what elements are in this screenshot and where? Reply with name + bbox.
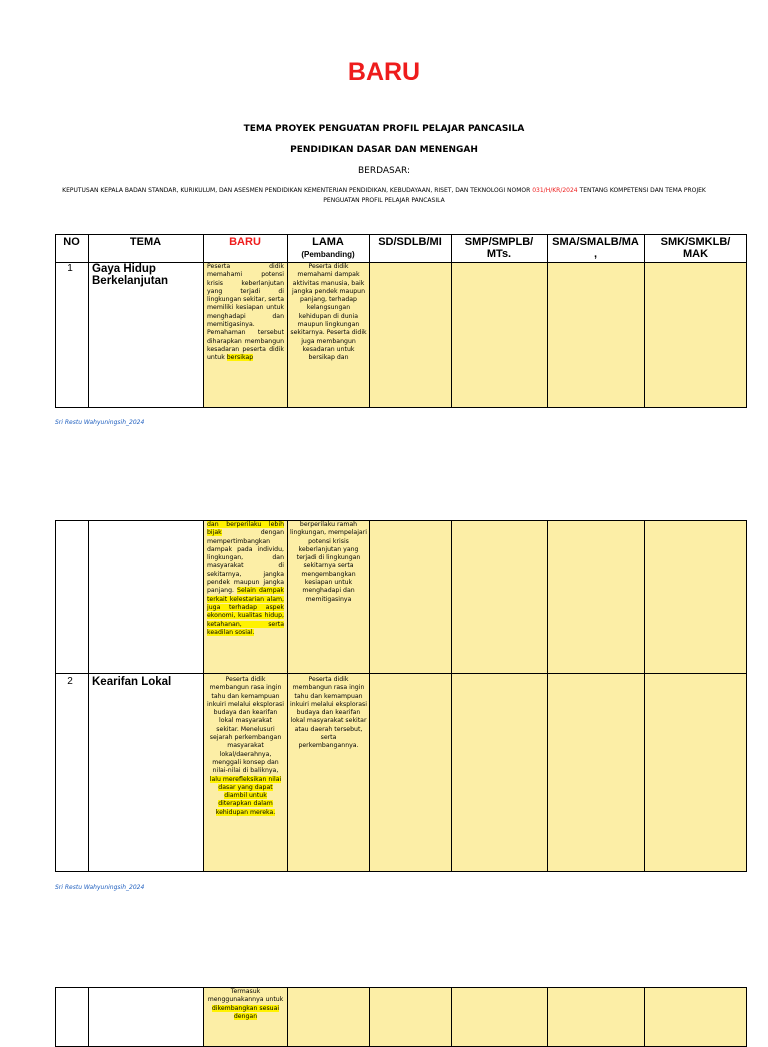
row-2-lama: Peserta didik membangun rasa ingin tahu dan kemampuan inkuiri melalui eksplorasi budaya dan kearifan lokal masyarakat sekitar atau daerah tersebut, serta perkembangannya. (290, 676, 367, 750)
subtitle-project-theme: TEMA PROYEK PENGUATAN PROFIL PELAJAR PANCASILA (243, 124, 525, 134)
based-on-label: BERDASAR: (357, 166, 411, 176)
decree-part1: KEPUTUSAN KEPALA BADAN STANDAR, KURIKULUM, DAN ASESMEN PENDIDIKAN KEMENTERIAN PENDIDIKAN, KEBUDAYAAN, RISET, DAN TEKNOLOGI NOMOR (62, 187, 531, 194)
row-2-baru-cont-text: Termasuk menggunakannya untuk (207, 988, 284, 1004)
row-1-tema: Gaya Hidup Berkelanjutan (92, 263, 169, 287)
header-baru: BARU (229, 236, 261, 248)
row-1-lama: Peserta didik memahami dampak aktivitas manusia, baik jangka pendek maupun panjang, terhadap kelangsungan kehidupan di dunia maupun lingkungan sekitarnya. Peserta didik juga membangun kesadaran untuk bersikap dan (290, 263, 367, 362)
header-smk-line2: MAK (682, 248, 709, 260)
row-1-baru-continued (207, 521, 284, 637)
row-2-baru (207, 676, 284, 817)
subtitle-education-level: PENDIDIKAN DASAR DAN MENENGAH (290, 145, 478, 155)
row-1-baru-cont-text: dengan mempertimbangkan dampak pada individu, lingkungan, dan masyarakat di sekitarnya, jangka pendek maupun jangka panjang. (207, 529, 284, 595)
row-1-baru-cont-highlight2: Selain dampak terkait kelestarian alam, juga terhadap aspek ekonomi, kualitas hidup, ketahanan, serta keadilan sosial. (207, 587, 284, 636)
row-1-number: 1 (67, 263, 73, 274)
header-sma-line2: , (593, 248, 598, 260)
header-smp (451, 236, 547, 260)
header-sma-line1: SMA/SMALB/MA (552, 236, 639, 248)
header-lama-sub: (Pembanding) (301, 250, 355, 259)
row-1-lama-continued: berperilaku ramah lingkungan, mempelajari potensi krisis keberlanjutan yang terjadi di lingkungan sekitarnya serta mengembangkan kesiapan untuk menghadapi dan memitigasinya (290, 521, 367, 603)
row-1-baru-text: Peserta didik memahami potensi krisis keberlanjutan yang terjadi di lingkungan sekitar, serta memiliki kesiapan untuk menghadapi dan memitigasinya. Pemahaman tersebut diharapkan membangun kesadaran peserta didik untuk (207, 263, 284, 362)
decree-text (56, 186, 712, 206)
row-1-baru-highlight: bersikap (226, 354, 254, 362)
header-smp-line1: SMP/SMPLB/ (464, 236, 534, 248)
header-lama (287, 236, 369, 261)
header-smk-line1: SMK/SMKLB/ (660, 236, 731, 248)
header-sma (547, 236, 644, 260)
row-1-baru (207, 263, 284, 363)
row-2-baru-highlight: lalu merefleksikan nilai dasar yang dapat diambil untuk diterapkan dalam kehidupan mereka. (209, 775, 282, 816)
header-tema: TEMA (129, 236, 162, 248)
header-smk (644, 236, 747, 260)
decree-number: 031/H/KR/2024 (532, 187, 578, 194)
row-2-number: 2 (67, 676, 73, 687)
header-smp-line2: MTs. (486, 248, 512, 260)
row-1-baru-cont-highlight1: dan berperilaku lebih bijak (207, 521, 284, 537)
row-2-tema: Kearifan Lokal (92, 676, 172, 688)
decree-part2: TENTANG KOMPETENSI DAN TEMA PROJEK PENGUATAN PROFIL PELAJAR PANCASILA (323, 187, 706, 204)
page-title: BARU (347, 58, 421, 86)
signature-2: Sri Restu Wahyuningsih_2024 (55, 884, 145, 891)
row-2-baru-continued (207, 988, 284, 1021)
header-lama-label: LAMA (312, 236, 344, 248)
row-2-baru-cont-highlight: dikembangkan sesuai dengan (211, 1004, 280, 1020)
header-no: NO (63, 236, 80, 248)
header-sd: SD/SDLB/MI (378, 236, 442, 248)
signature-1: Sri Restu Wahyuningsih_2024 (55, 419, 145, 426)
row-2-baru-text: Peserta didik membangun rasa ingin tahu dan kemampuan inkuiri melalui eksplorasi budaya dan kearifan lokal masyarakat sekitar. Menelusuri sejarah perkembangan masyarakat lokal/daerahnya, menggali konsep dan nilai-nilai di baliknya, (207, 676, 284, 775)
